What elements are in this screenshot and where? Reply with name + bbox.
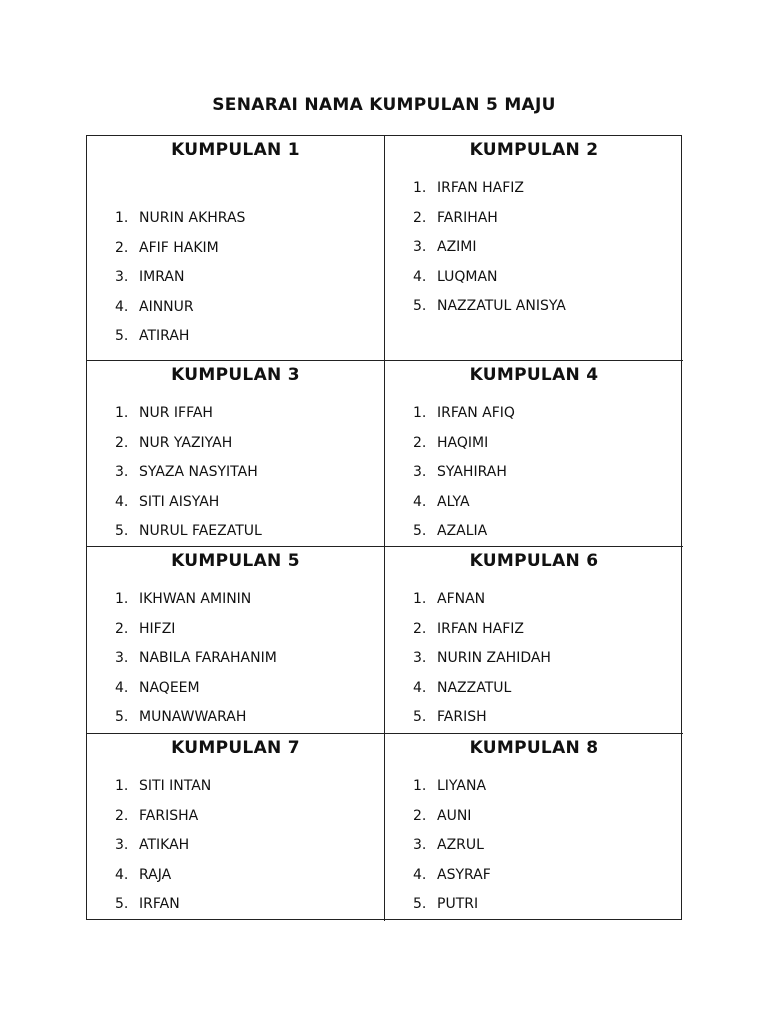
group-title: KUMPULAN 3 (171, 365, 300, 385)
item-number: 5. (413, 523, 427, 539)
group-cell-4 (385, 361, 683, 547)
member-name: NURIN AKHRAS (139, 210, 246, 226)
list-item (413, 292, 566, 322)
list-item (115, 517, 262, 547)
item-number: 4. (413, 268, 427, 285)
list-item (115, 488, 262, 518)
item-number: 3. (413, 650, 427, 666)
member-name: ALYA (437, 493, 470, 510)
list-item (413, 458, 515, 488)
list-item (413, 517, 515, 547)
item-number: 2. (413, 807, 427, 824)
member-name: AZIMI (437, 239, 477, 255)
item-number: 5. (115, 896, 129, 912)
member-name: RAJA (139, 866, 172, 883)
list-item (115, 802, 211, 832)
member-name: IRFAN AFIQ (437, 405, 515, 421)
list-item (115, 585, 277, 615)
member-list (413, 399, 515, 547)
list-item (413, 399, 515, 429)
item-number: 5. (413, 709, 427, 725)
group-cell-8 (385, 734, 683, 921)
item-number: 1. (115, 405, 129, 421)
member-name: FARISH (437, 709, 487, 725)
item-number: 5. (413, 896, 427, 912)
item-number: 1. (115, 210, 129, 226)
item-number: 2. (115, 434, 129, 451)
list-item (413, 204, 566, 234)
member-name: PUTRI (437, 896, 479, 912)
member-name: SITI INTAN (139, 778, 212, 794)
group-cell-6 (385, 547, 683, 734)
item-number: 3. (115, 837, 129, 853)
member-name: IRFAN HAFIZ (437, 180, 525, 196)
item-number: 2. (115, 620, 129, 637)
list-item (115, 234, 245, 264)
list-item (115, 831, 211, 861)
member-name: AUNI (437, 807, 472, 824)
list-item (115, 703, 277, 733)
list-item (115, 615, 277, 645)
list-item (413, 429, 515, 459)
member-name: ATIKAH (139, 837, 190, 853)
member-name: LIYANA (437, 778, 487, 794)
member-list (413, 174, 566, 322)
list-item (413, 861, 491, 891)
member-name: NURUL FAEZATUL (139, 523, 262, 539)
member-name: AFIF HAKIM (139, 239, 219, 256)
member-name: NUR IFFAH (139, 405, 213, 421)
page-title: SENARAI NAMA KUMPULAN 5 MAJU (212, 95, 556, 115)
list-item (115, 399, 262, 429)
member-list (115, 585, 277, 733)
member-name: AINNUR (139, 298, 194, 315)
item-number: 3. (413, 837, 427, 853)
member-name: NAZZATUL ANISYA (437, 298, 566, 314)
list-item (115, 644, 277, 674)
group-title: KUMPULAN 4 (469, 365, 599, 385)
group-title: KUMPULAN 6 (469, 551, 599, 571)
list-item (413, 233, 566, 263)
item-number: 2. (115, 807, 129, 824)
group-cell-5 (87, 547, 385, 734)
member-name: AZALIA (437, 523, 488, 539)
item-number: 2. (115, 239, 129, 256)
member-name: HAQIMI (437, 434, 489, 451)
item-number: 1. (413, 405, 427, 421)
list-item (413, 802, 491, 832)
list-item (413, 174, 566, 204)
group-title: KUMPULAN 7 (171, 738, 300, 758)
item-number: 1. (115, 591, 129, 607)
member-name: FARISHA (139, 807, 199, 824)
item-number: 5. (115, 328, 129, 344)
group-title: KUMPULAN 8 (469, 738, 599, 758)
member-name: AFNAN (437, 591, 486, 607)
list-item (413, 615, 551, 645)
member-name: NAQEEM (139, 679, 200, 696)
member-list (413, 772, 491, 920)
item-number: 4. (413, 679, 427, 696)
item-number: 3. (115, 269, 129, 285)
item-number: 2. (413, 620, 427, 637)
list-item (413, 488, 515, 518)
item-number: 5. (115, 523, 129, 539)
member-name: HIFZI (139, 620, 176, 637)
member-name: ASYRAF (437, 866, 491, 883)
list-item (413, 772, 491, 802)
list-item (413, 831, 491, 861)
item-number: 4. (413, 866, 427, 883)
list-item (115, 293, 245, 323)
member-name: NAZZATUL (437, 679, 512, 696)
item-number: 3. (413, 239, 427, 255)
list-item (115, 861, 211, 891)
item-number: 1. (413, 591, 427, 607)
member-list (115, 399, 262, 547)
group-cell-7 (87, 734, 385, 921)
item-number: 3. (115, 464, 129, 480)
list-item (115, 890, 211, 920)
group-cell-2 (385, 136, 683, 361)
list-item (413, 644, 551, 674)
member-name: SYAZA NASYITAH (139, 464, 258, 480)
item-number: 4. (413, 493, 427, 510)
group-cell-3 (87, 361, 385, 547)
list-item (413, 674, 551, 704)
item-number: 3. (413, 464, 427, 480)
member-name: SITI AISYAH (139, 493, 220, 510)
item-number: 5. (413, 298, 427, 314)
member-name: IMRAN (139, 269, 185, 285)
list-item (115, 322, 245, 352)
item-number: 1. (413, 180, 427, 196)
item-number: 3. (115, 650, 129, 666)
item-number: 5. (115, 709, 129, 725)
member-name: NUR YAZIYAH (139, 434, 233, 451)
member-name: IKHWAN AMININ (139, 591, 252, 607)
list-item (115, 429, 262, 459)
member-list (115, 772, 211, 920)
member-name: ATIRAH (139, 328, 190, 344)
member-list (115, 204, 245, 352)
group-title: KUMPULAN 1 (171, 140, 300, 160)
item-number: 1. (413, 778, 427, 794)
list-item (413, 263, 566, 293)
list-item (115, 674, 277, 704)
member-name: NABILA FARAHANIM (139, 650, 277, 666)
group-title: KUMPULAN 5 (171, 551, 300, 571)
list-item (413, 585, 551, 615)
list-item (413, 890, 491, 920)
list-item (115, 263, 245, 293)
list-item (115, 772, 211, 802)
item-number: 4. (115, 866, 129, 883)
list-item (413, 703, 551, 733)
group-cell-1 (87, 136, 385, 361)
member-name: IRFAN HAFIZ (437, 620, 525, 637)
group-title: KUMPULAN 2 (469, 140, 599, 160)
list-item (115, 204, 245, 234)
member-name: IRFAN (139, 896, 180, 912)
member-name: MUNAWWARAH (139, 709, 247, 725)
member-name: AZRUL (437, 837, 484, 853)
item-number: 4. (115, 493, 129, 510)
member-list (413, 585, 551, 733)
list-item (115, 458, 262, 488)
member-name: LUQMAN (437, 268, 498, 285)
item-number: 1. (115, 778, 129, 794)
item-number: 2. (413, 434, 427, 451)
item-number: 2. (413, 209, 427, 226)
group-table (86, 135, 682, 920)
item-number: 4. (115, 679, 129, 696)
item-number: 4. (115, 298, 129, 315)
member-name: NURIN ZAHIDAH (437, 650, 551, 666)
member-name: FARIHAH (437, 209, 498, 226)
member-name: SYAHIRAH (437, 464, 507, 480)
